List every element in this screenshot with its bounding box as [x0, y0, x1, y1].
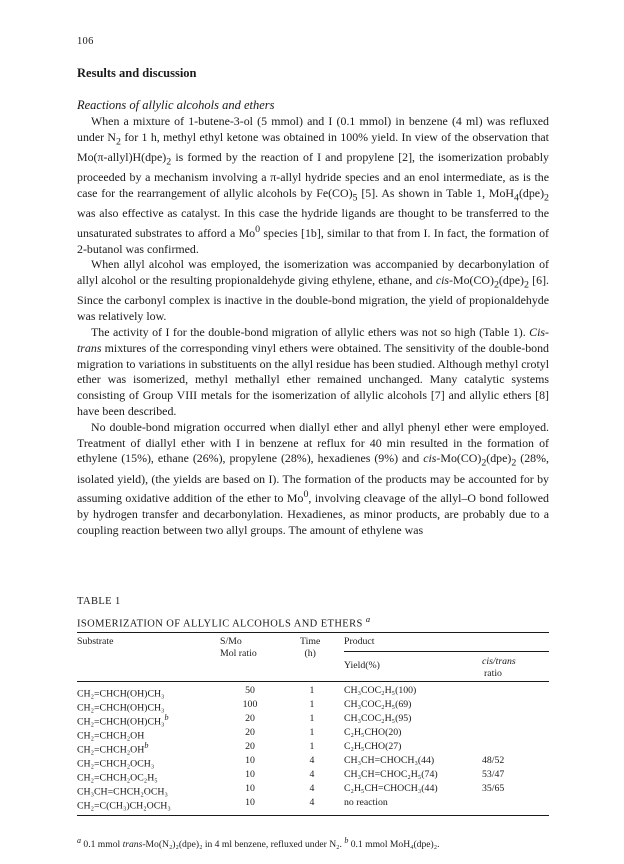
- table-bottom-rule: [77, 815, 549, 816]
- page-number: 106: [77, 36, 94, 47]
- table-title: ISOMERIZATION OF ALLYLIC ALCOHOLS AND ETHERS $^a$: [77, 614, 371, 630]
- table-header-rule: [77, 681, 549, 682]
- table-footnote: $^a$ 0.1 mmol trans-Mo(N₂)₂(dpe)₂ in 4 ml benzene, refluxed under N₂. $^b$ 0.1 mmol MoH₄(dpe)₂.: [77, 836, 440, 851]
- journal-page: 106 Results and discussion Reactions of allylic alcohols and ethers When a mixture of 1-butene-3-ol (5 mmol) and I (0.1 mmol) in benzene (4 ml) was refluxed under $N_2$ for 1 h, methyl ethyl ketone was obtained in 100% yield. In view of the observation that $Mo(\pi-allyl)H(dpe)_2$ is formed by the reaction of I and propylene [2], the isomerization probably proceeded by a mechanism involving a π-allyl hydride species and an enol intermediate, as is the case for the rearrangement of allylic alcohols by $Fe(CO)_5$ [5]. As shown in Table 1, $MoH_4(dpe)_2$ was also effective as catalyst. In this case the hydride ligands are thought to be transferred to the unsaturated substrates to afford a Mo$^0$ species [1b], similar to that from I. In fact, the formation of 2-butanol was confirmed. When allyl alcohol was employed, the isomerization was accompanied by decarbonylation of allyl alcohol or the resulting propionaldehyde giving ethylene, ethane, and cis-$Mo(CO)_2(dpe)_2$ [6]. Since the carbonyl complex is inactive in the double-bond migration, the yield of propionaldehyde was relatively low. The activity of I for the double-bond migration of allylic ethers was not so high (Table 1). Cis-trans mixtures of the corresponding vinyl ethers were obtained. The sensitivity of the double-bond migration to variations in substituents on the allyl residue has been studied. Although methyl crotyl ether was isomerized, methyl methallyl ether remained unchanged. Many catalytic systems consisting of Group VIII metals for the isomerization of allylic alcohols [7] and allylic ethers [8] have been described. No double-bond migration occurred when diallyl ether and allyl phenyl ether were employed. Treatment of diallyl ether with I in benzene at reflux for 40 min resulted in the formation of ethylene (15%), ethane (26%), propylene (28%), hexadienes (9%) and cis-$Mo(CO)_2(dpe)_2$ (28%, isolated yield), (the yields are based on I). The formation of the products may be accounted for by assuming oxidative addition of the ether to Mo$^0$, involving cleavage of the allyl–O bond followed by hydrogen transfer and decarbonylation. Hexadienes, as minor products, are probably due to a coupling reaction between two allyl groups. The amount of ethylene was TABLE 1 ISOMERIZATION OF ALLYLIC ALCOHOLS AND ETHERS $^a$ Substrate S/Mo Mol ratio Time (h) Product Yield(%) cis/trans ratio CH₂=CHCH(OH)CH₃ 50 1 CH₃COC₂H₅(100) CH₂=CHCH(OH)CH₃ 100 1 CH₃COC₂H₅(69) CH₂=CHCH(OH)CH₃$^b$ 20 1 CH₃COC₂H₅(95) CH₂=CHCH₂OH 20 1 C₂H₅CHO(20) $CH_2=CHCH_2OH^b$ 20 1 C₂H₅CHO(27) CH₂=CHCH₂OCH₃ 10 4 CH₃CH=CHOCH₃(44) 48/52 CH₂=CHCH₂OC₂H₅ 10 4 CH₃CH=CHOC₂H₅(74) 53/47 CH₃CH=CHCH₂OCH₃ 10 4 C₂H₅CH=CHOCH₃(44) 35/65 CH₂=C(CH₃)CH₂OCH₃ 10 4 no reaction $^a$ 0.1 mmol trans-Mo(N₂)₂(dpe)₂ in 4 ml benzene, refluxed under N₂. $^b$ 0.1 mmol MoH₄(dpe)₂.: [77, 36, 550, 851]
- table-label: TABLE 1: [77, 596, 121, 607]
- table-top-rule: [77, 632, 549, 633]
- body-text: [77, 114, 549, 539]
- header-smo: S/Mo Mol ratio: [220, 636, 257, 659]
- paragraph-2: When allyl alcohol was employed, the isomerization was accompanied by decarbonylation of allyl alcohol or the resulting propionaldehyde giving ethylene, ethane, and cis-$Mo(CO)_2(dpe)_2$ [6]. Since the carbonyl complex is inactive in the double-bond migration, the yield of propionaldehyde was relatively low.: [77, 257, 549, 324]
- subsection-title: Reactions of allylic alcohols and ethers: [77, 98, 275, 112]
- header-substrate: Substrate: [77, 636, 114, 647]
- header-time: Time (h): [300, 636, 321, 659]
- paragraph-1: When a mixture of 1-butene-3-ol (5 mmol) and I (0.1 mmol) in benzene (4 ml) was refluxed under $N_2$ for 1 h, methyl ethyl ketone was obtained in 100% yield. In view of the observation that $Mo(\pi-allyl)H(dpe)_2$ is formed by the reaction of I and propylene [2], the isomerization probably proceeded by a mechanism involving a π-allyl hydride species and an enol intermediate, as is the case for the rearrangement of allylic alcohols by $Fe(CO)_5$ [5]. As shown in Table 1, $MoH_4(dpe)_2$ was also effective as catalyst. In this case the hydride ligands are thought to be transferred to the unsaturated substrates to afford a Mo$^0$ species [1b], similar to that from I. In fact, the formation of 2-butanol was confirmed.: [77, 114, 549, 256]
- header-product: Product: [344, 636, 375, 647]
- product-subrule: [344, 651, 549, 652]
- header-yield: Yield(%): [344, 660, 380, 671]
- paragraph-4: No double-bond migration occurred when diallyl ether and allyl phenyl ether were employed. Treatment of diallyl ether with I in benzene at reflux for 40 min resulted in the formation of ethylene (15%), ethane (26%), propylene (28%), hexadienes (9%) and cis-$Mo(CO)_2(dpe)_2$ (28%, isolated yield), (the yields are based on I). The formation of the products may be accounted for by assuming oxidative addition of the ether to Mo$^0$, involving cleavage of the allyl–O bond followed by hydrogen transfer and decarbonylation. Hexadienes, as minor products, are probably due to a coupling reaction between two allyl groups. The amount of ethylene was: [77, 419, 550, 537]
- header-cistrans: cis/trans ratio: [482, 656, 516, 679]
- paragraph-3: The activity of I for the double-bond migration of allylic ethers was not so high (Table 1). Cis-trans mixtures of the corresponding vinyl ethers were obtained. The sensitivity of the double-bond migration to variations in substituents on the allyl residue has been studied. Although methyl crotyl ether was isomerized, methyl methallyl ether remained unchanged. Many catalytic systems consisting of Group VIII metals for the isomerization of allylic alcohols [7] and allylic ethers [8] have been described.: [77, 325, 549, 419]
- section-title: Results and discussion: [77, 66, 197, 80]
